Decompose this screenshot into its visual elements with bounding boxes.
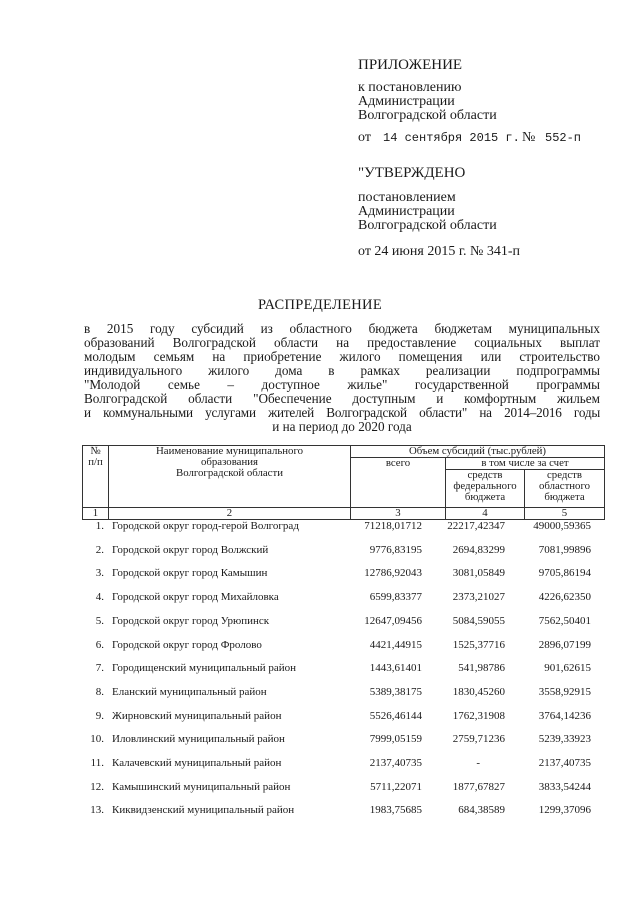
row-total: 71218,01712 (364, 520, 422, 532)
row-number: 5. (95, 614, 104, 627)
col-header-including: в том числе за счет (446, 458, 605, 470)
row-name: Калачевский муниципальный район (112, 757, 282, 769)
row-regional: 2137,40735 (538, 757, 591, 769)
col-header-total: всего (351, 458, 446, 508)
row-federal: 2694,83299 (452, 543, 505, 556)
row-regional: 4226,62350 (538, 591, 591, 604)
row-regional: 9705,86194 (538, 567, 591, 580)
document-heading: РАСПРЕДЕЛЕНИЕ (258, 297, 382, 313)
table-row (82, 615, 604, 629)
row-regional: 3558,92915 (538, 685, 591, 698)
table-row (82, 804, 604, 818)
row-number: 7. (95, 662, 104, 675)
row-total: 5389,38175 (369, 685, 422, 698)
row-federal: 2759,71236 (452, 733, 505, 746)
table-row (82, 710, 604, 724)
table-row (82, 662, 604, 676)
annex-number: 552-п (545, 131, 582, 145)
row-number: 10. (90, 733, 104, 746)
approved-date-line: от 24 июня 2015 г. № 341-п (358, 244, 520, 259)
row-number: 11. (90, 757, 104, 769)
table-row (82, 567, 604, 581)
annex-number-label: № (522, 130, 536, 145)
description-line: образований Волгоградской области на предоставление социальных выплат (84, 335, 600, 350)
row-number: 1. (95, 520, 104, 532)
row-federal: 22217,42347 (447, 520, 505, 532)
annex-from-label: от (358, 130, 371, 145)
row-name: Киквидзенский муниципальный район (112, 804, 295, 817)
row-name: Городской округ город Фролово (112, 638, 262, 651)
table-row (82, 520, 604, 534)
description-line: молодым семьям на приобретение жилого помещения или строительство (84, 349, 600, 364)
approved-title: "УТВЕРЖДЕНО (358, 165, 466, 181)
row-number: 3. (95, 567, 104, 580)
row-number: 13. (90, 804, 104, 817)
description-line: "Молодой семье – доступное жилье" государственной программы (84, 377, 600, 392)
col-index-2: 2 (109, 508, 351, 520)
approved-line-3: Волгоградской области (358, 218, 497, 233)
row-name: Городской округ город-герой Волгоград (112, 520, 299, 532)
col-header-number: № п/п (83, 446, 109, 508)
row-total: 1443,61401 (369, 662, 422, 675)
row-name: Иловлинский муниципальный район (112, 733, 285, 746)
row-regional: 7562,50401 (538, 614, 591, 627)
row-federal: 684,38589 (458, 804, 505, 817)
row-regional: 901,62615 (544, 662, 591, 675)
col-header-volume: Объем субсидий (тыс.рублей) (351, 446, 605, 458)
annex-line-2: Администрации (358, 94, 455, 109)
annex-title: ПРИЛОЖЕНИЕ (358, 57, 463, 73)
row-number: 6. (95, 638, 104, 651)
row-total: 9776,83195 (369, 543, 422, 556)
row-name: Городской округ город Михайловка (112, 591, 279, 604)
approved-line-2: Администрации (358, 204, 455, 219)
table-row (82, 781, 604, 795)
col-header-name: Наименование муниципального образования Волгоградской области (109, 446, 351, 508)
row-federal: 541,98786 (458, 662, 505, 675)
table-row (82, 639, 604, 653)
row-name: Городской округ город Волжский (112, 543, 269, 556)
row-federal: 5084,59055 (452, 614, 505, 627)
approved-line-1: постановлением (358, 190, 456, 205)
row-regional: 7081,99896 (538, 543, 591, 556)
description-line: индивидуального жилого дома в рамках реализации подпрограммы (84, 363, 600, 378)
description-line: и на период до 2020 года (272, 419, 412, 434)
row-total: 5711,22071 (370, 780, 422, 793)
row-number: 2. (95, 543, 104, 556)
row-total: 7999,05159 (369, 733, 422, 746)
col-index-4: 4 (446, 508, 525, 520)
description-line: и коммунальными услугами жителей Волгоградской области" на 2014–2016 годы (84, 405, 600, 420)
row-total: 12647,09456 (364, 614, 422, 627)
row-name: Еланский муниципальный район (112, 685, 267, 698)
col-index-1: 1 (83, 508, 109, 520)
table-row (82, 757, 604, 771)
row-regional: 3833,54244 (538, 780, 591, 793)
annex-date: 14 сентября 2015 г. (383, 131, 520, 145)
col-header-regional: средств областного бюджета (525, 470, 605, 508)
row-regional: 5239,33923 (538, 733, 591, 746)
col-index-5: 5 (525, 508, 605, 520)
row-number: 12. (90, 780, 104, 793)
table-row (82, 733, 604, 747)
row-number: 9. (95, 709, 104, 722)
annex-line-3: Волгоградской области (358, 108, 497, 123)
row-total: 12786,92043 (364, 567, 422, 580)
row-regional: 1299,37096 (538, 804, 591, 817)
row-federal: - (476, 757, 480, 769)
table-row (82, 544, 604, 558)
row-regional: 3764,14236 (538, 709, 591, 722)
description-line: в 2015 году субсидий из областного бюджета бюджетам муниципальных (84, 321, 600, 336)
row-total: 6599,83377 (369, 591, 422, 604)
row-name: Городской округ город Камышин (112, 567, 268, 580)
table-row (82, 686, 604, 700)
row-name: Жирновский муниципальный район (112, 709, 282, 722)
description-paragraph (84, 322, 600, 434)
row-regional: 2896,07199 (538, 638, 591, 651)
col-index-3: 3 (351, 508, 446, 520)
row-federal: 1877,67827 (452, 780, 505, 793)
description-line: Волгоградской области "Обеспечение доступным и комфортным жильем (84, 391, 600, 406)
row-name: Камышинский муниципальный район (112, 780, 291, 793)
row-federal: 1525,37716 (452, 638, 505, 651)
row-total: 2137,40735 (369, 757, 422, 769)
annex-line-1: к постановлению (358, 80, 462, 95)
row-name: Городской округ город Урюпинск (112, 614, 270, 627)
row-total: 4421,44915 (369, 638, 422, 651)
table-row (82, 591, 604, 605)
row-federal: 1830,45260 (452, 685, 505, 698)
row-regional: 49000,59365 (533, 520, 591, 532)
row-federal: 2373,21027 (452, 591, 505, 604)
col-header-federal: средств федерального бюджета (446, 470, 525, 508)
row-total: 1983,75685 (369, 804, 422, 817)
row-federal: 1762,31908 (452, 709, 505, 722)
row-total: 5526,46144 (369, 709, 422, 722)
row-name: Городищенский муниципальный район (112, 662, 296, 675)
row-number: 8. (95, 685, 104, 698)
row-federal: 3081,05849 (452, 567, 505, 580)
row-number: 4. (95, 591, 104, 604)
subsidy-table-header (82, 445, 605, 520)
